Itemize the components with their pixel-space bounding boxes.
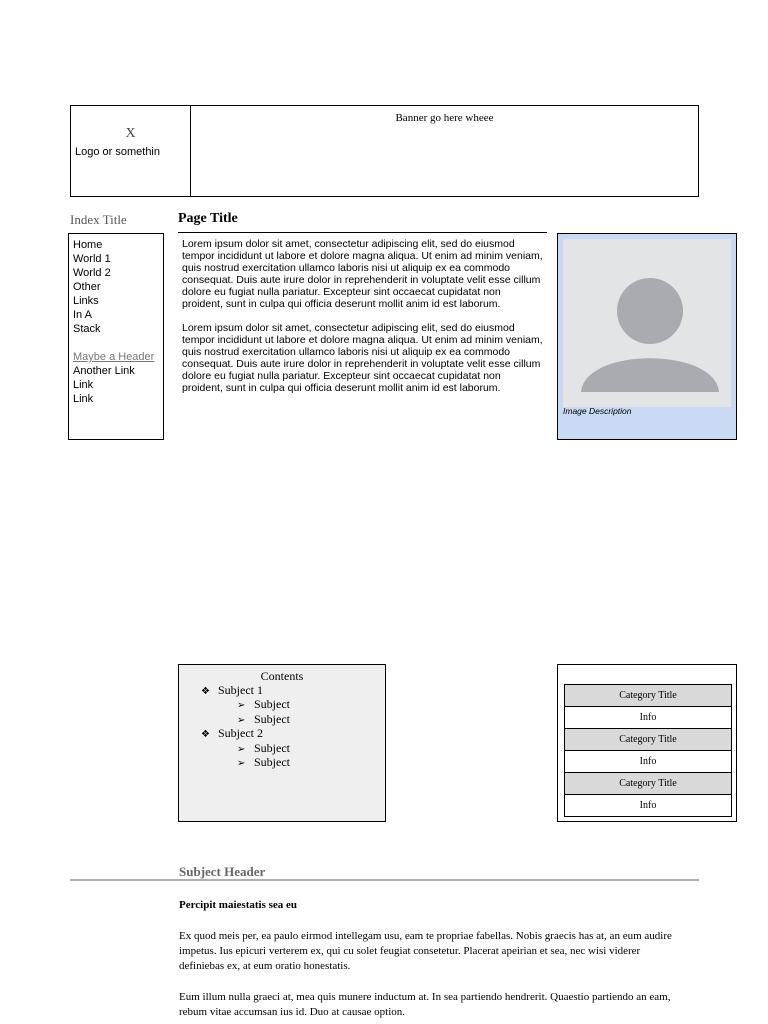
image-placeholder <box>563 239 731 407</box>
logo-text: Logo or somethin <box>75 146 160 158</box>
contents-subitem[interactable] <box>179 756 385 771</box>
page-title: Page Title <box>178 211 238 226</box>
index-title: Index Title <box>70 212 127 227</box>
nav-link-world-1[interactable]: World 1 <box>73 253 111 265</box>
contents-item-label: Subject 2 <box>218 726 263 740</box>
nav-link-links[interactable]: Links <box>73 295 99 307</box>
logo-mark: X <box>125 126 136 141</box>
category-info: Info <box>565 707 732 729</box>
contents-subitem-label: Subject <box>254 740 290 755</box>
category-title: Category Title <box>565 773 732 795</box>
subject-divider <box>70 879 699 881</box>
index-nav <box>68 233 164 440</box>
contents-subitem[interactable] <box>179 713 385 728</box>
contents-subitem[interactable] <box>179 742 385 757</box>
subject-paragraph: Ex quod meis per, ea paulo eirmod intellegam usu, eam te propriae fabellas. Nobis graecis has at, an eum audire impetus. Ius epicuri verterem ex, qui cu solet feugiat consetetur. Placerat apeirian et sea, nec wisi viderer definiebas ex, at eum oratio honestatis. <box>179 930 672 972</box>
contents-title: Contents <box>260 669 304 683</box>
arrow-bullet-icon: ➢ <box>237 743 246 755</box>
arrow-bullet-icon: ➢ <box>237 758 246 769</box>
subject-subtitle: Percipit maiestatis sea eu <box>179 899 298 911</box>
contents-subitem-label: Subject <box>254 697 290 711</box>
image-description: Image Description <box>563 406 632 416</box>
image-card <box>557 233 737 440</box>
nav-link-another-link[interactable]: Another Link <box>73 365 135 377</box>
body-paragraph: Lorem ipsum dolor sit amet, consectetur adipiscing elit, sed do eiusmod tempor incididunt ut labore et dolore magna aliqua. Ut enim ad minim veniam, quis nostrud exercitation ullamco laboris nisi ut aliquip ex ea commodo consequat. Duis aute irure dolor in reprehenderit in voluptate velit esse cillum dolore eu fugiat nulla pariatur. Excepteur sint occaecat cupidatat non proident, sunt in culpa qui officia deserunt mollit anim id est laborum. <box>182 322 543 394</box>
contents-item[interactable] <box>179 684 385 699</box>
category-panel <box>557 664 737 822</box>
nav-link-other[interactable]: Other <box>73 281 101 293</box>
logo-box[interactable] <box>70 105 191 197</box>
category-table <box>564 684 732 817</box>
nav-link-world-2[interactable]: World 2 <box>73 267 111 279</box>
body-text <box>182 238 544 406</box>
diamond-bullet-icon: ❖ <box>201 685 210 697</box>
contents-item[interactable] <box>179 727 385 742</box>
banner <box>190 105 699 197</box>
category-title: Category Title <box>565 685 732 707</box>
nav-link[interactable]: Link <box>73 393 94 405</box>
title-divider <box>178 232 547 233</box>
subject-header: Subject Header <box>179 864 266 879</box>
nav-link-home[interactable]: Home <box>73 239 103 251</box>
contents-subitem-label: Subject <box>254 711 290 726</box>
contents-subitem[interactable] <box>179 698 385 713</box>
subject-paragraph: Eum illum nulla graeci at, mea quis munere inductum at. In sea partiendo hendrerit. Quaestio partiendo an eam, rebum vitae accumsan ius id. Duo at causae option. <box>179 991 671 1018</box>
nav-section-header[interactable]: Maybe a Header <box>73 351 155 363</box>
banner-text: Banner go here wheee <box>395 112 494 124</box>
nav-link-stack[interactable]: Stack <box>73 323 101 335</box>
contents-item-label: Subject 1 <box>218 682 263 697</box>
table-of-contents <box>178 664 386 822</box>
contents-subitem-label: Subject <box>254 755 290 769</box>
category-title: Category Title <box>565 729 732 751</box>
arrow-bullet-icon: ➢ <box>237 700 246 711</box>
arrow-bullet-icon: ➢ <box>237 714 246 726</box>
category-info: Info <box>565 751 732 773</box>
diamond-bullet-icon: ❖ <box>201 729 210 740</box>
nav-link-in-a[interactable]: In A <box>73 309 92 321</box>
category-info: Info <box>565 795 732 817</box>
body-paragraph: Lorem ipsum dolor sit amet, consectetur adipiscing elit, sed do eiusmod tempor incididunt ut labore et dolore magna aliqua. Ut enim ad minim veniam, quis nostrud exercitation ullamco laboris nisi ut aliquip ex ea commodo consequat. Duis aute irure dolor in reprehenderit in voluptate velit esse cillum dolore eu fugiat nulla pariatur. Excepteur sint occaecat cupidatat non proident, sunt in culpa qui officia deserunt mollit anim id est laborum. <box>182 238 543 310</box>
nav-link[interactable]: Link <box>73 379 94 391</box>
person-silhouette-icon <box>563 239 731 407</box>
